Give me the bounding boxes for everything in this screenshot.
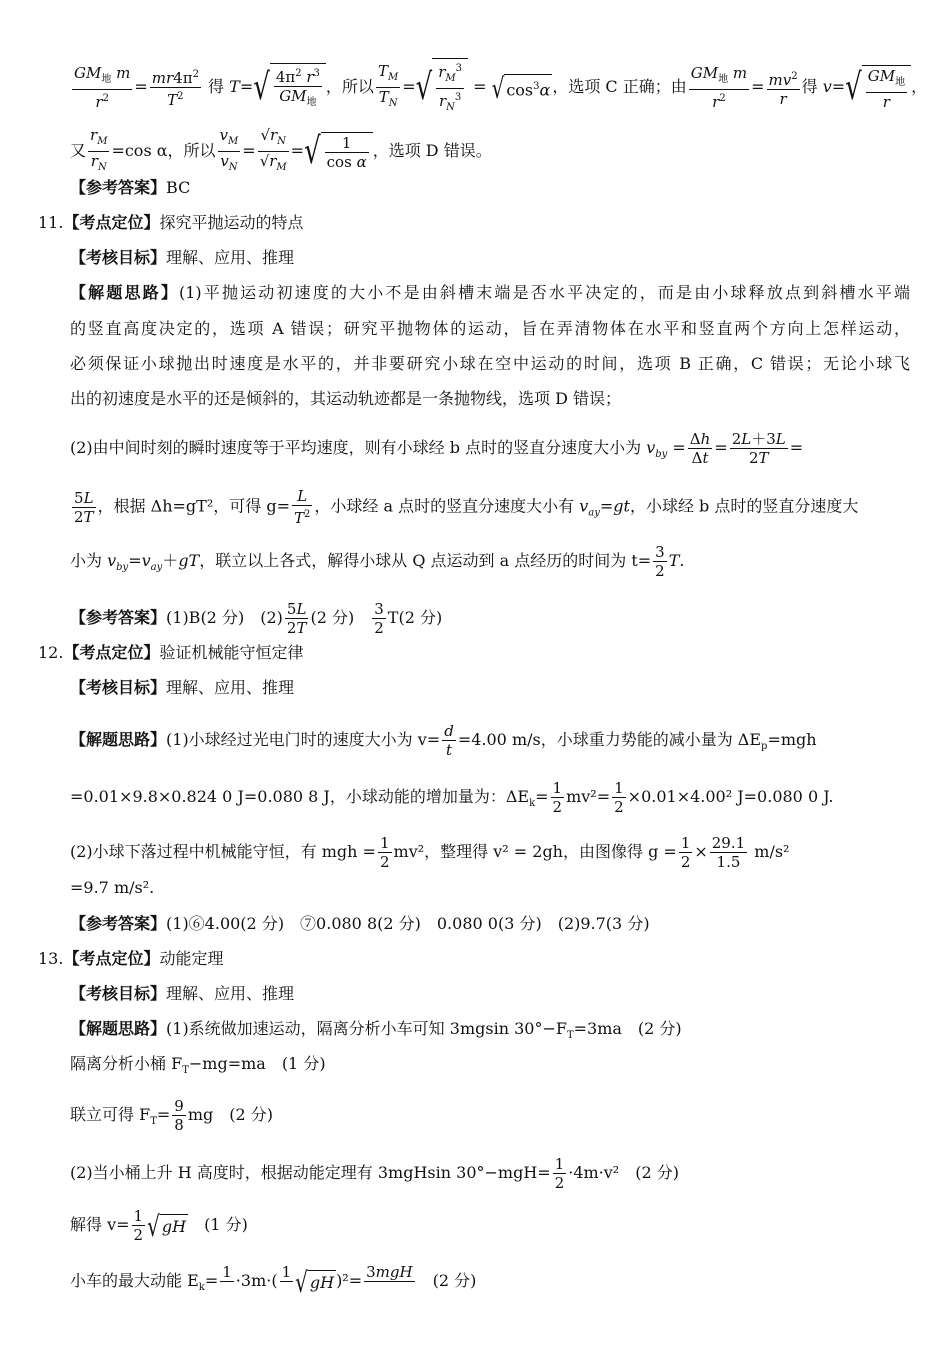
- q11-kaodian: [38, 212, 303, 234]
- fraction: $\frac{T_M}{T_N}$: [377, 62, 399, 109]
- section-label: 【解题思路】: [70, 283, 179, 302]
- paragraph-text: =9.7 m/s².: [70, 878, 155, 897]
- q12-p2-line1: [70, 834, 789, 871]
- section-text: 验证机械能守恒定律: [159, 643, 304, 662]
- fraction: $\frac{1}{2}$: [133, 1207, 144, 1244]
- answer-label: 【参考答案】: [70, 608, 167, 627]
- paragraph-text: ×: [694, 842, 708, 861]
- section-label: 【考点定位】: [63, 643, 160, 662]
- sqrt: √ gH: [147, 1208, 187, 1243]
- q13-line4: [70, 1155, 679, 1192]
- fraction: $\frac{29.1}{1.5}$: [711, 834, 746, 871]
- paragraph-text: (2)小球下落过程中机械能守恒，有 mgh =: [70, 842, 376, 861]
- question-number: 12.: [38, 643, 64, 662]
- fraction: $\frac{mv^2}{r}$: [767, 68, 800, 108]
- section-label: 【考核目标】: [70, 678, 167, 697]
- q11-p2-line1: (2)由中间时刻的瞬时速度等于平均速度，则有小球经 b 点时的竖直分速度大小为 $v_{by}$ = $\frac{\Delta h}{\Delta t}$ = $\frac{2L+3L}{2T}$ =: [70, 430, 804, 467]
- paragraph-text: m/s²: [754, 842, 790, 861]
- paragraph-text: (2 分): [432, 1271, 477, 1290]
- answer-text: (2): [260, 608, 283, 627]
- sqrt: √ $\frac{r_M^3}{r_N^3}$: [416, 58, 468, 117]
- paragraph-text: ·3m·(: [235, 1271, 278, 1290]
- section-label: 【考点定位】: [63, 213, 160, 232]
- paragraph-text: =mgh: [767, 730, 817, 749]
- answer-text: (2 分): [310, 608, 355, 627]
- fraction: $\frac{9}{8}$: [174, 1097, 184, 1134]
- paragraph-text: )²=: [336, 1271, 363, 1290]
- q13-line1: 【解题思路】(1)系统做加速运动，隔离分析小车可知 3mgsin $30^\circ-F_T=3ma$ (2 分): [70, 1019, 682, 1042]
- paragraph-text: ，小球经 b 点时的竖直分速度大: [629, 496, 859, 516]
- q12-p2-line2: [70, 877, 154, 899]
- fraction: $\frac{3}{2}$: [655, 543, 665, 580]
- section-label: 【考点定位】: [63, 949, 160, 968]
- question-number: 11.: [38, 213, 64, 232]
- sqrt: √ $\cos^3\alpha$: [491, 70, 551, 105]
- question-number: 13.: [38, 949, 64, 968]
- paragraph-text: (1 分): [204, 1215, 248, 1234]
- answer-text: T(2 分): [387, 608, 443, 627]
- section-text: 动能定理: [159, 949, 224, 968]
- q11-p1-line1: [70, 282, 910, 304]
- section-text: 探究平抛运动的特点: [159, 213, 304, 232]
- paragraph-text: mg (2 分): [187, 1105, 273, 1124]
- q12-p1-line1: 【解题思路】(1)小球经过光电门时的速度大小为 v= $\frac{d}{t}$ =4.00 m/s，小球重力势能的减小量为 $\Delta E_p=mgh$: [70, 722, 817, 759]
- sqrt: √ $\frac{1}{\text{cos α}}$: [304, 132, 373, 171]
- fraction: $\frac{\Delta h}{\Delta t}$: [689, 430, 711, 467]
- fraction: $\frac{mr4\pi^2}{T^2}$: [150, 66, 201, 109]
- text-segment: 得: [801, 77, 818, 96]
- paragraph-text: 的竖直高度决定的，选项 A 错误；研究平抛物体的运动，旨在弄清物体在水平和竖直两个方向上怎样运动，: [70, 319, 910, 338]
- paragraph-text: (2)由中间时刻的瞬时速度等于平均速度，则有小球经 b 点时的竖直分速度大小为: [70, 438, 642, 457]
- paragraph-text: 解得 v=: [70, 1215, 130, 1234]
- paragraph-text: ·4m·v² (2 分): [568, 1163, 679, 1182]
- paragraph-text: (1)系统做加速运动，隔离分析小车可知 3mgsin 30°−F: [166, 1019, 567, 1038]
- answer-label: 【参考答案】: [70, 914, 167, 933]
- paragraph-text: ×0.01×4.00² J=0.080 0 J.: [627, 787, 834, 806]
- text-segment: ，选项 C 正确；由: [552, 77, 687, 96]
- q13-line5: [70, 1207, 248, 1244]
- q10-answer: [70, 177, 190, 199]
- fraction: $\frac{1}{2}$: [554, 1155, 565, 1192]
- answer-text: BC: [166, 178, 191, 197]
- section-text: 理解、应用、推理: [166, 984, 295, 1003]
- fraction: $\frac{√r_N}{√r_M}$: [259, 126, 287, 173]
- q11-answer: [70, 600, 442, 637]
- q11-p1-line2: [70, 318, 910, 340]
- fraction: 1: [281, 1263, 292, 1281]
- paragraph-text: =: [156, 1105, 171, 1124]
- text-segment: ，选项 D 错误。: [372, 141, 492, 160]
- section-text: 理解、应用、推理: [166, 248, 295, 267]
- formula-line-2: 又 $\frac{r_M}{r_N}$ =cos α，所以 $\frac{v_M}{v_N}$ = $\frac{√r_N}{√r_M}$ =√ $\frac{1}{\text{cos α}}$ ，选项 D 错误。: [70, 126, 492, 177]
- paragraph-text: (1)平抛运动初速度的大小不是由斜槽末端是否水平决定的，而是由小球释放点到斜槽水平端: [178, 283, 910, 302]
- fraction: 1: [222, 1263, 232, 1281]
- paragraph-text: mv²，整理得 v² = 2gh，由图像得 g =: [393, 842, 677, 861]
- paragraph-text: ，联立以上各式，解得小球从 Q 点运动到 a 点经历的时间为 t=: [199, 551, 652, 570]
- section-text: 理解、应用、推理: [166, 678, 295, 697]
- fraction: $\frac{1}{2}$: [680, 834, 691, 871]
- formula-line-1: $\frac{GM_地 m}{r^2}$ = $\frac{mr4\pi^2}{T^2}$ 得 T=√ $\frac{4\pi^2 r^3}{GM_地}$ ，所以 $\frac{T_M}{T_N}$ =√ $\frac{r_M^3}{r_N^3}$ = √ $\cos^3\alpha$ ，选项 C 正确；由 $\frac{GM_地 m}{r^2}$ = $\frac{mv^2}{r}$ 得 v=√ $\frac{GM_地}{r}$ ，: [70, 58, 927, 117]
- paragraph-text: (1)小球经过光电门时的速度大小为 v=: [166, 730, 441, 749]
- fraction: $\frac{r_M}{r_N}$: [90, 126, 108, 173]
- paragraph-text: ，根据 Δh=gT²，可得 g=: [97, 496, 290, 516]
- q13-kaodian: [38, 948, 223, 970]
- q13-line6: 小车的最大动能 $E_k=$ 1 ·3m·( 1 √ gH )²= 3mgH (2 分): [70, 1263, 477, 1299]
- paragraph-text: ，小球经 a 点时的竖直分速度大小有: [314, 496, 575, 516]
- q12-mubiao: [70, 677, 294, 699]
- text-segment: =cos α，所以: [111, 141, 216, 160]
- text-segment: 又: [70, 141, 87, 160]
- fraction: $\frac{1}{2}$: [614, 779, 624, 816]
- paragraph-text: 隔离分析小桶 F: [70, 1054, 183, 1073]
- section-label: 【解题思路】: [70, 730, 167, 749]
- answer-text: (1)B(2 分): [166, 608, 245, 627]
- section-label: 【考核目标】: [70, 984, 167, 1003]
- paragraph-text: 联立可得 F: [70, 1105, 151, 1124]
- section-label: 【考核目标】: [70, 248, 167, 267]
- answer-label: 【参考答案】: [70, 178, 167, 197]
- fraction: $\frac{1}{2}$: [379, 834, 390, 871]
- sqrt: √ $\frac{4\pi^2 r^3}{GM_地}$: [253, 63, 326, 112]
- paragraph-text: mv²=: [566, 787, 611, 806]
- paragraph-text: (2)当小桶上升 H 高度时，根据动能定理有 3mgHsin 30°−mgH=: [70, 1163, 551, 1182]
- sqrt: √ $\frac{GM_地}{r}$: [845, 65, 911, 111]
- q11-p2-line3: 小为 $v_{by}=v_{ay}+gT$，联立以上各式，解得小球从 Q 点运动到 a 点经历的时间为 t= $\frac{3}{2}$ T.: [70, 543, 685, 580]
- fraction: $\frac{5L}{2T}$: [286, 600, 307, 637]
- paragraph-text: 小车的最大动能 E: [70, 1271, 199, 1290]
- paragraph-text: =3ma (2 分): [573, 1019, 682, 1038]
- q13-line2: 隔离分析小桶 $F_T-mg=ma$ (1 分): [70, 1054, 326, 1077]
- q12-answer: [70, 913, 650, 935]
- paragraph-text: 必须保证小球抛出时速度是水平的，并非要研究小球在空中运动的时间，选项 B 正确，C 错误；无论小球飞: [70, 354, 910, 373]
- fraction: $\frac{L}{T^2}$: [293, 487, 311, 527]
- q13-mubiao: [70, 983, 294, 1005]
- fraction: $\frac{2L+3L}{2T}$: [731, 430, 786, 467]
- fraction: $\frac{1}{2}$: [552, 779, 563, 816]
- q11-p1-line4: [70, 388, 621, 410]
- q11-p1-line3: [70, 353, 910, 375]
- q11-p2-line2: $\frac{5L}{2T}$ ，根据 Δh=gT²，可得 g= $\frac{L}{T^2}$ ，小球经 a 点时的竖直分速度大小有 $v_{ay}=gt$，小球经 b 点时的竖直分速度大: [74, 487, 859, 527]
- paragraph-text: 出的初速度是水平的还是倾斜的，其运动轨迹都是一条抛物线，选项 D 错误；: [70, 389, 622, 408]
- q12-p1-line2: =0.01×9.8×0.824 0 J=0.080 8 J，小球动能的增加量为：$\Delta E_k=$ $\frac{1}{2}$ mv²= $\frac{1}{2}$ ×0.01×4.00² J=0.080 0 J.: [70, 779, 834, 816]
- text-segment: 得: [208, 77, 225, 96]
- text-segment: ，所以: [325, 77, 374, 96]
- q13-line3: 联立可得 $F_T=$ $\frac{9}{8}$ mg (2 分): [70, 1097, 273, 1134]
- answer-text: (1)⑥4.00(2 分) ⑦0.080 8(2 分) 0.080 0(3 分) (2)9.7(3 分): [166, 914, 650, 933]
- paragraph-text: =: [204, 1271, 219, 1290]
- fraction: $\frac{3}{2}$: [374, 600, 384, 637]
- q11-mubiao: [70, 247, 294, 269]
- paragraph-text: =: [535, 787, 549, 806]
- fraction: $\frac{d}{t}$: [444, 722, 454, 759]
- paragraph-text: =4.00 m/s，小球重力势能的减小量为 ΔE: [457, 730, 762, 749]
- q12-kaodian: [38, 642, 303, 664]
- fraction: 3mgH: [366, 1263, 413, 1281]
- paragraph-text: −mg=ma (1 分): [188, 1054, 326, 1073]
- sqrt: √ gH: [295, 1264, 335, 1299]
- fraction: $\frac{GM_地 m}{r^2}$: [74, 64, 131, 111]
- section-label: 【解题思路】: [70, 1019, 167, 1038]
- fraction: $\frac{5L}{2T}$: [74, 488, 94, 526]
- fraction: $\frac{GM_地 m}{r^2}$: [690, 64, 748, 111]
- paragraph-text: 小为: [70, 551, 103, 570]
- paragraph-text: =0.01×9.8×0.824 0 J=0.080 8 J，小球动能的增加量为：ΔE: [70, 787, 530, 806]
- fraction: $\frac{v_M}{v_N}$: [219, 126, 239, 173]
